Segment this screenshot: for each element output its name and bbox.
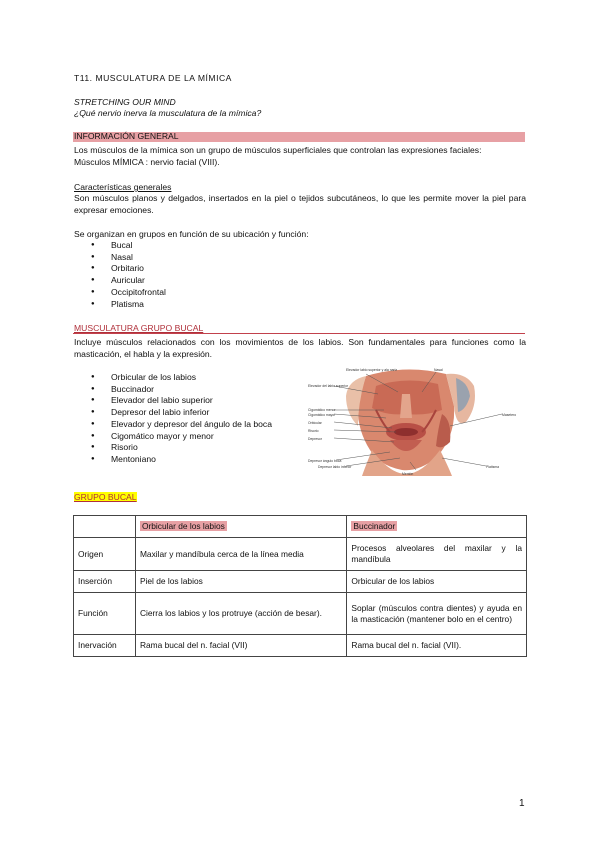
figure-label-top-0: Elevador labio superior y ala nariz xyxy=(346,368,398,372)
list-item: ● Bucal xyxy=(91,240,166,252)
table-row xyxy=(74,538,527,571)
bucal-description: Incluye músculos relacionados con los movimientos de los labios. Son fundamentales para funciones como la masticación, el habla y la expresión. xyxy=(74,337,526,359)
list-item: ● Elevador y depresor del ángulo de la boca xyxy=(91,419,272,431)
figure-label-bottom-3: Platisma xyxy=(486,465,500,469)
facial-muscles-illustration xyxy=(306,366,528,476)
list-item: ● Risorio xyxy=(91,442,272,454)
row-label: Inervación xyxy=(74,635,136,657)
table-section-label xyxy=(74,491,137,503)
table-header-row xyxy=(74,516,527,538)
figure-label-left-2: Cigomático mayor xyxy=(308,413,336,417)
table-row xyxy=(74,571,527,593)
table-row xyxy=(74,635,527,657)
list-item: ● Orbicular de los labios xyxy=(91,372,272,384)
table-header-buccinador: Buccinador xyxy=(353,521,396,531)
characteristics-text: Son músculos planos y delgados, insertados en la piel o tejidos subcutáneos, lo que les permite mover la piel para expresar emociones. xyxy=(74,193,526,215)
cell-buccinador: Soplar (músculos contra dientes) y ayuda en la masticación (mantener bolo en el centro) xyxy=(347,593,527,635)
cell-buccinador: Procesos alveolares del maxilar y la mandíbula xyxy=(347,538,527,571)
bucal-muscles-table xyxy=(73,515,527,657)
figure-label-left-5: Depresor xyxy=(308,437,322,441)
cell-orbicular: Cierra los labios y los protruye (acción de besar). xyxy=(135,593,346,635)
figure-label-bottom-0: Depresor ángulo boca xyxy=(308,459,342,463)
table-header-orbicular: Orbicular de los labios xyxy=(141,521,225,531)
table-header-empty xyxy=(74,516,136,538)
list-item: ● Elevador del labio superior xyxy=(91,395,272,407)
cell-buccinador: Rama bucal del n. facial (VII). xyxy=(347,635,527,657)
info-line-1: Los músculos de la mímica son un grupo de músculos superficiales que controlan las expresiones faciales: xyxy=(74,145,482,155)
table-row xyxy=(74,593,527,635)
list-item: ● Platisma xyxy=(91,299,166,311)
list-item: ● Mentoniano xyxy=(91,454,272,466)
info-heading: INFORMACIÓN GENERAL xyxy=(74,131,179,141)
figure-label-left-0: Elevador del labio superior xyxy=(308,384,349,388)
row-label: Inserción xyxy=(74,571,136,593)
page-number: 1 xyxy=(519,798,525,809)
figure-label-right: Masetero xyxy=(502,413,517,417)
info-line-2: Músculos MÍMICA : nervio facial (VIII). xyxy=(74,157,220,167)
list-item: ● Nasal xyxy=(91,252,166,264)
list-item: ● Cigomático mayor y menor xyxy=(91,431,272,443)
row-label: Función xyxy=(74,593,136,635)
table-section-label-text: GRUPO BUCAL xyxy=(74,492,137,502)
figure-label-bottom-1: Depresor labio inferior xyxy=(318,465,352,469)
page-title: T11. MUSCULATURA DE LA MÍMICA xyxy=(74,73,232,83)
row-label: Origen xyxy=(74,538,136,571)
figure-label-left-1: Cigomático menor xyxy=(308,408,336,412)
figure-label-top-1: Nasal xyxy=(434,368,443,372)
cell-orbicular: Maxilar y mandíbula cerca de la línea media xyxy=(135,538,346,571)
cell-orbicular: Rama bucal del n. facial (VII) xyxy=(135,635,346,657)
cell-orbicular: Piel de los labios xyxy=(135,571,346,593)
list-item: ● Buccinador xyxy=(91,384,272,396)
bucal-muscles-list xyxy=(91,372,272,466)
figure-label-left-4: Risorio xyxy=(308,429,319,433)
groups-list xyxy=(91,240,166,310)
table-header-cell xyxy=(347,516,527,538)
stretch-heading: STRETCHING OUR MIND xyxy=(74,97,176,107)
list-item: ● Auricular xyxy=(91,275,166,287)
list-item: ● Orbitario xyxy=(91,263,166,275)
stretch-question: ¿Qué nervio inerva la musculatura de la mímica? xyxy=(74,108,262,118)
characteristics-heading: Características generales xyxy=(74,182,172,192)
list-item: ● Depresor del labio inferior xyxy=(91,407,272,419)
table-header-cell xyxy=(135,516,346,538)
cell-buccinador: Orbicular de los labios xyxy=(347,571,527,593)
list-item: ● Occipitofrontal xyxy=(91,287,166,299)
bucal-heading: MUSCULATURA GRUPO BUCAL xyxy=(74,323,204,333)
figure-label-bottom-2: Mentón xyxy=(402,472,414,476)
bucal-heading-rule xyxy=(73,333,525,334)
groups-intro: Se organizan en grupos en función de su ubicación y función: xyxy=(74,229,309,239)
figure-label-left-3: Orbicular xyxy=(308,421,322,425)
